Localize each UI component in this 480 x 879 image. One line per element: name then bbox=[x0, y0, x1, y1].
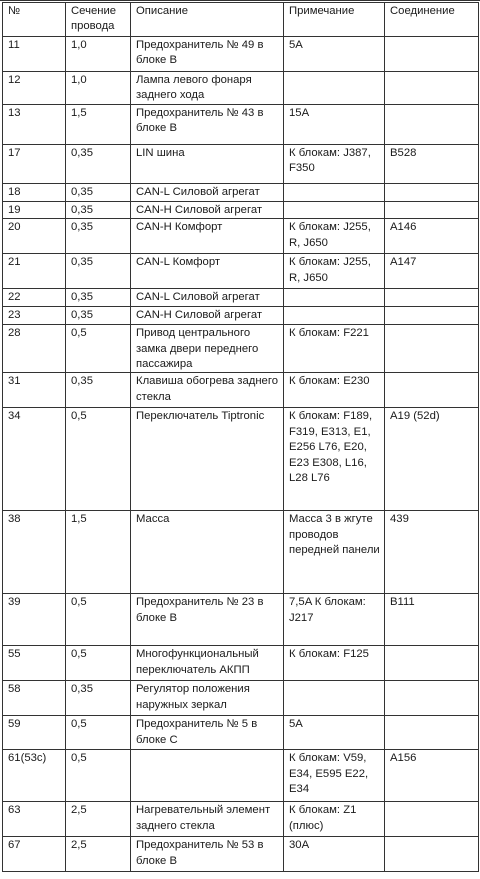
cell-wire-section: 0,35 bbox=[66, 289, 131, 307]
cell-description: CAN-L Комфорт bbox=[131, 254, 284, 289]
cell-connection: B111 bbox=[385, 594, 479, 646]
table-row bbox=[3, 681, 479, 716]
cell-wire-section: 0,35 bbox=[66, 254, 131, 289]
table-row bbox=[3, 183, 479, 201]
table-row bbox=[3, 373, 479, 408]
cell-description: Предохранитель № 5 в блоке С bbox=[131, 716, 284, 750]
table-row bbox=[3, 72, 479, 105]
cell-wire-section: 1,5 bbox=[66, 511, 131, 594]
cell-connection bbox=[385, 72, 479, 105]
cell-description: Предохранитель № 23 в блоке B bbox=[131, 594, 284, 646]
cell-wire-section: 0,35 bbox=[66, 681, 131, 716]
cell-connection bbox=[385, 104, 479, 144]
cell-connection: A146 bbox=[385, 219, 479, 254]
cell-row-number: 12 bbox=[3, 72, 66, 105]
cell-row-number: 28 bbox=[3, 325, 66, 373]
cell-note: 7,5A К блокам: J217 bbox=[284, 594, 385, 646]
cell-row-number: 19 bbox=[3, 201, 66, 218]
cell-row-number: 67 bbox=[3, 837, 66, 872]
cell-connection bbox=[385, 183, 479, 201]
cell-row-number: 38 bbox=[3, 511, 66, 594]
cell-connection bbox=[385, 681, 479, 716]
cell-description: Клавиша обогрева заднего стекла bbox=[131, 373, 284, 408]
cell-wire-section: 0,5 bbox=[66, 646, 131, 681]
cell-description: CAN-H Комфорт bbox=[131, 219, 284, 254]
cell-description: Предохранитель № 43 в блоке B bbox=[131, 104, 284, 144]
cell-row-number: 31 bbox=[3, 373, 66, 408]
cell-note: К блокам: J387, F350 bbox=[284, 144, 385, 183]
cell-description: Привод центрального замка двери переднего пассажира bbox=[131, 325, 284, 373]
connector-pinout-table bbox=[2, 2, 479, 872]
cell-row-number: 61(53c) bbox=[3, 750, 66, 802]
cell-wire-section: 0,5 bbox=[66, 716, 131, 750]
cell-note bbox=[284, 307, 385, 325]
table-row bbox=[3, 646, 479, 681]
cell-note bbox=[284, 201, 385, 218]
cell-row-number: 63 bbox=[3, 802, 66, 837]
cell-description: CAN-L Силовой агрегат bbox=[131, 183, 284, 201]
cell-description: Предохранитель № 49 в блоке B bbox=[131, 37, 284, 72]
cell-row-number: 17 bbox=[3, 144, 66, 183]
cell-note: К блокам: F125 bbox=[284, 646, 385, 681]
cell-wire-section: 2,5 bbox=[66, 837, 131, 872]
cell-connection bbox=[385, 37, 479, 72]
cell-note: 5A bbox=[284, 716, 385, 750]
cell-description: Предохранитель № 53 в блоке B bbox=[131, 837, 284, 872]
cell-connection: 439 bbox=[385, 511, 479, 594]
cell-row-number: 13 bbox=[3, 104, 66, 144]
cell-description: LIN шина bbox=[131, 144, 284, 183]
cell-wire-section: 1,0 bbox=[66, 37, 131, 72]
table-row bbox=[3, 201, 479, 218]
cell-row-number: 11 bbox=[3, 37, 66, 72]
cell-note: К блокам: V59, E34, E595 E22, E34 bbox=[284, 750, 385, 802]
cell-row-number: 21 bbox=[3, 254, 66, 289]
cell-row-number: 22 bbox=[3, 289, 66, 307]
cell-description: CAN-H Силовой агрегат bbox=[131, 307, 284, 325]
cell-row-number: 23 bbox=[3, 307, 66, 325]
cell-note bbox=[284, 72, 385, 105]
cell-wire-section: 1,5 bbox=[66, 104, 131, 144]
cell-wire-section: 0,5 bbox=[66, 325, 131, 373]
cell-connection: A156 bbox=[385, 750, 479, 802]
header-wire-section: Сечение провода bbox=[66, 3, 131, 37]
cell-wire-section: 0,35 bbox=[66, 307, 131, 325]
cell-wire-section: 0,5 bbox=[66, 408, 131, 511]
table-row bbox=[3, 307, 479, 325]
cell-note: К блокам: Z1 (плюс) bbox=[284, 802, 385, 837]
cell-note: К блокам: J255, R, J650 bbox=[284, 219, 385, 254]
header-description: Описание bbox=[131, 3, 284, 37]
cell-note: Масса 3 в жгуте проводов передней панели bbox=[284, 511, 385, 594]
cell-wire-section: 0,35 bbox=[66, 144, 131, 183]
cell-connection bbox=[385, 289, 479, 307]
cell-description bbox=[131, 750, 284, 802]
cell-wire-section: 2,5 bbox=[66, 802, 131, 837]
cell-row-number: 58 bbox=[3, 681, 66, 716]
cell-note: 5A bbox=[284, 37, 385, 72]
cell-connection: A19 (52d) bbox=[385, 408, 479, 511]
table-row bbox=[3, 37, 479, 72]
cell-note: 15A bbox=[284, 104, 385, 144]
cell-connection bbox=[385, 646, 479, 681]
cell-wire-section: 0,35 bbox=[66, 373, 131, 408]
table-row bbox=[3, 837, 479, 872]
cell-description: Нагревательный элемент заднего стекла bbox=[131, 802, 284, 837]
table-row bbox=[3, 511, 479, 594]
cell-wire-section: 0,35 bbox=[66, 183, 131, 201]
cell-row-number: 59 bbox=[3, 716, 66, 750]
table-row bbox=[3, 144, 479, 183]
cell-connection bbox=[385, 802, 479, 837]
table-row bbox=[3, 254, 479, 289]
cell-note bbox=[284, 681, 385, 716]
table-row bbox=[3, 716, 479, 750]
cell-description: Лампа левого фонаря заднего хода bbox=[131, 72, 284, 105]
header-number: № bbox=[3, 3, 66, 37]
table-row bbox=[3, 802, 479, 837]
cell-note: К блокам: F221 bbox=[284, 325, 385, 373]
header-connection: Соединение bbox=[385, 3, 479, 37]
cell-connection bbox=[385, 325, 479, 373]
cell-row-number: 18 bbox=[3, 183, 66, 201]
cell-connection bbox=[385, 716, 479, 750]
cell-description: Масса bbox=[131, 511, 284, 594]
cell-row-number: 55 bbox=[3, 646, 66, 681]
cell-note: К блокам: J255, R, J650 bbox=[284, 254, 385, 289]
table-row bbox=[3, 289, 479, 307]
header-note: Примечание bbox=[284, 3, 385, 37]
cell-note bbox=[284, 289, 385, 307]
cell-connection: A147 bbox=[385, 254, 479, 289]
cell-wire-section: 0,5 bbox=[66, 750, 131, 802]
cell-connection bbox=[385, 307, 479, 325]
cell-note: 30A bbox=[284, 837, 385, 872]
cell-row-number: 39 bbox=[3, 594, 66, 646]
cell-connection bbox=[385, 201, 479, 218]
cell-connection: B528 bbox=[385, 144, 479, 183]
cell-row-number: 20 bbox=[3, 219, 66, 254]
cell-wire-section: 0,35 bbox=[66, 219, 131, 254]
table-row bbox=[3, 325, 479, 373]
cell-description: Многофункциональный переключатель АКПП bbox=[131, 646, 284, 681]
table-row bbox=[3, 219, 479, 254]
cell-wire-section: 0,35 bbox=[66, 201, 131, 218]
cell-description: CAN-L Силовой агрегат bbox=[131, 289, 284, 307]
cell-row-number: 34 bbox=[3, 408, 66, 511]
cell-note bbox=[284, 183, 385, 201]
cell-note: К блокам: E230 bbox=[284, 373, 385, 408]
cell-wire-section: 1,0 bbox=[66, 72, 131, 105]
cell-wire-section: 0,5 bbox=[66, 594, 131, 646]
cell-description: Регулятор положения наружных зеркал bbox=[131, 681, 284, 716]
cell-description: Переключатель Tiptronic bbox=[131, 408, 284, 511]
table-row bbox=[3, 750, 479, 802]
cell-connection bbox=[385, 373, 479, 408]
cell-description: CAN-H Силовой агрегат bbox=[131, 201, 284, 218]
table-row bbox=[3, 408, 479, 511]
table-header-row bbox=[3, 3, 479, 37]
table-row bbox=[3, 594, 479, 646]
table-row bbox=[3, 104, 479, 144]
cell-connection bbox=[385, 837, 479, 872]
cell-note: К блокам: F189, F319, E313, E1, E256 L76, E20, E23 E308, L16, L28 L76 bbox=[284, 408, 385, 511]
